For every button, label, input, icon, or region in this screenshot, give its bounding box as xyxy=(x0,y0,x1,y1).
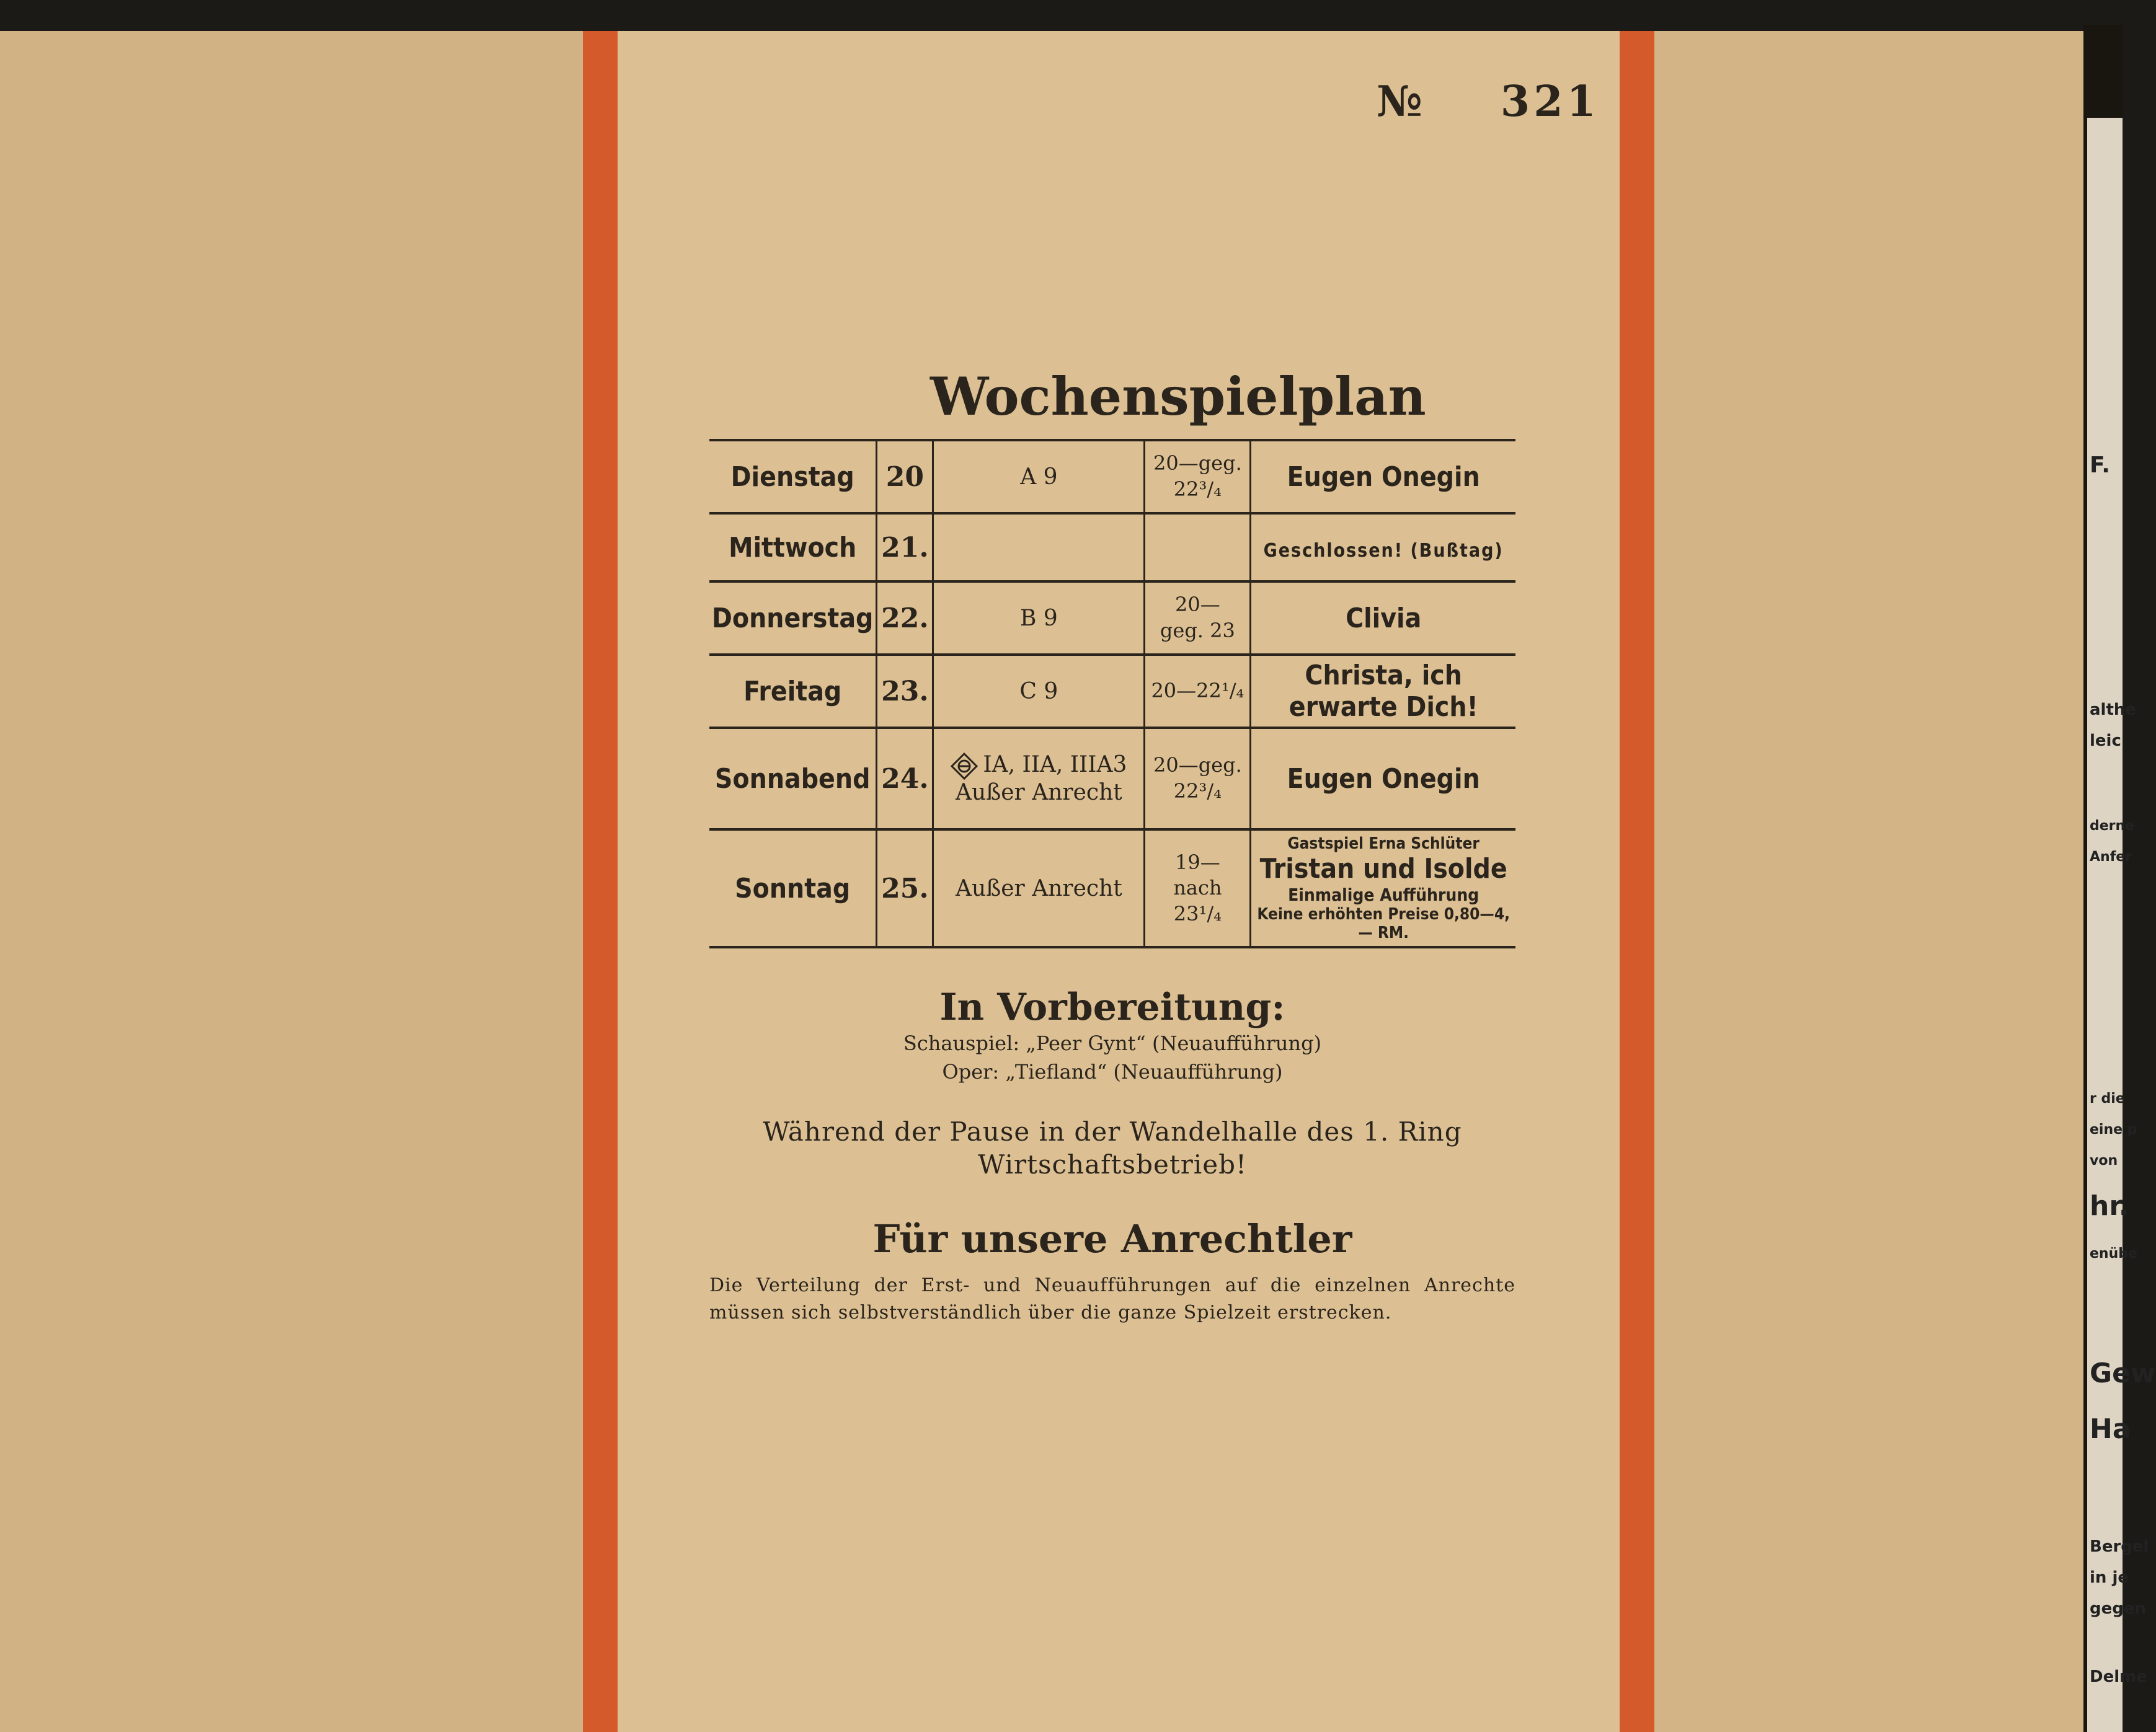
day-cell: Sonntag xyxy=(709,829,877,947)
time-cell xyxy=(1145,829,1251,947)
date-cell: 21. xyxy=(877,513,933,581)
subscribers-text: Die Verteilung der Erst- und Neuaufführungen auf die einzelnen Anrechte müssen sich selbstverständlich über die ganze Spielzeit erstrecken. xyxy=(709,1275,1515,1323)
neighbor-text: Delme xyxy=(2090,1668,2147,1686)
time-line: 22³/₄ xyxy=(1173,477,1222,501)
time-line: 20—geg. xyxy=(1153,753,1242,777)
subscription-cell xyxy=(933,728,1145,829)
time-cell xyxy=(1145,728,1251,829)
play-cell: Christa, ich erwarte Dich! xyxy=(1251,655,1515,728)
preparation-heading: In Vorbereitung: xyxy=(939,986,1285,1029)
time-cell xyxy=(1145,581,1251,655)
time-cell xyxy=(1145,440,1251,513)
neighbor-text: Ha xyxy=(2090,1413,2131,1445)
guest-note: Gastspiel Erna Schlüter xyxy=(1287,834,1479,853)
date-cell: 24. xyxy=(877,728,933,829)
number-sign: № xyxy=(1377,77,1426,126)
time-line: 20—geg. xyxy=(1153,451,1242,475)
neighbor-text: Anfer xyxy=(2090,849,2132,865)
orange-stripe-right xyxy=(1620,31,1654,1732)
neighbor-text: derne xyxy=(2090,818,2135,834)
time-cell xyxy=(1145,655,1251,728)
time-line: 20— xyxy=(1175,593,1220,617)
neighbor-text: Bergel xyxy=(2090,1537,2149,1556)
neighbor-text: von xyxy=(2090,1153,2118,1169)
weekly-schedule-table xyxy=(709,439,1515,948)
table-row xyxy=(709,513,1515,581)
time-line: 20—22¹/₄ xyxy=(1151,679,1244,703)
play-title: Tristan und Isolde xyxy=(1259,853,1507,885)
right-page xyxy=(1654,31,2083,1732)
issue-number-value: 321 xyxy=(1500,77,1600,126)
preparation-line: Oper: „Tiefland“ (Neuaufführung) xyxy=(942,1060,1283,1084)
notice-line: Während der Pause in der Wandelhalle des 1. Ring xyxy=(763,1116,1462,1147)
subscription-line xyxy=(936,752,1141,780)
neighbor-text: r die xyxy=(2090,1091,2125,1107)
time-line: 22³/₄ xyxy=(1173,779,1222,803)
play-cell xyxy=(1251,829,1515,947)
day-cell: Freitag xyxy=(709,655,877,728)
date-cell: 25. xyxy=(877,829,933,947)
subscribers-heading: Für unsere Anrechtler xyxy=(872,1216,1352,1261)
intermission-notice xyxy=(709,1116,1515,1181)
table-row xyxy=(709,581,1515,655)
neighbor-text: in je xyxy=(2090,1568,2129,1587)
date-cell: 20 xyxy=(877,440,933,513)
table-row xyxy=(709,440,1515,513)
subscription-cell: B 9 xyxy=(933,581,1145,655)
day-cell: Sonnabend xyxy=(709,728,877,829)
day-cell: Dienstag xyxy=(709,440,877,513)
subscription-line: Außer Anrecht xyxy=(956,780,1122,805)
page-title: Wochenspielplan xyxy=(930,366,1426,427)
neighbor-text: Gew xyxy=(2090,1358,2156,1389)
issue-number xyxy=(1377,77,1600,126)
orange-stripe-left xyxy=(583,31,618,1732)
neighbor-text: enübe xyxy=(2090,1246,2137,1261)
play-cell: Eugen Onegin xyxy=(1251,728,1515,829)
neighbor-text: hr. xyxy=(2090,1190,2129,1222)
subscription-cell: A 9 xyxy=(933,440,1145,513)
price-note: Keine erhöhten Preise 0,80—4,— RM. xyxy=(1257,905,1510,942)
table-row xyxy=(709,829,1515,947)
time-line: 19— nach xyxy=(1173,850,1222,900)
play-cell xyxy=(1251,513,1515,581)
diamond-emblem-icon xyxy=(951,753,978,780)
table-row xyxy=(709,655,1515,728)
closed-note: Geschlossen! (Bußtag) xyxy=(1263,539,1504,562)
play-cell: Clivia xyxy=(1251,581,1515,655)
neighbor-page-edge xyxy=(2087,118,2156,1732)
subscription-cell: C 9 xyxy=(933,655,1145,728)
time-line: 23¹/₄ xyxy=(1173,901,1222,926)
notice-line: Wirtschaftsbetrieb! xyxy=(978,1149,1247,1180)
performance-note: Einmalige Aufführung xyxy=(1288,885,1479,905)
neighbor-text: eine p xyxy=(2090,1122,2137,1138)
subscription-cell: Außer Anrecht xyxy=(933,829,1145,947)
neighbor-text: F. xyxy=(2090,453,2110,478)
subscription-cell xyxy=(933,513,1145,581)
time-cell xyxy=(1145,513,1251,581)
table-row xyxy=(709,728,1515,829)
day-cell: Mittwoch xyxy=(709,513,877,581)
date-cell: 23. xyxy=(877,655,933,728)
preparation-line: Schauspiel: „Peer Gynt“ (Neuaufführung) xyxy=(903,1032,1322,1055)
neighbor-text: gegen xyxy=(2090,1599,2146,1618)
day-cell: Donnerstag xyxy=(709,581,877,655)
time-line: geg. 23 xyxy=(1160,619,1235,642)
left-page xyxy=(0,31,583,1732)
neighbor-text: althe xyxy=(2090,700,2137,719)
date-cell: 22. xyxy=(877,581,933,655)
play-cell: Eugen Onegin xyxy=(1251,440,1515,513)
subscription-groups: IA, IIA, IIIA3 xyxy=(983,752,1127,777)
neighbor-text: leic xyxy=(2090,731,2121,750)
